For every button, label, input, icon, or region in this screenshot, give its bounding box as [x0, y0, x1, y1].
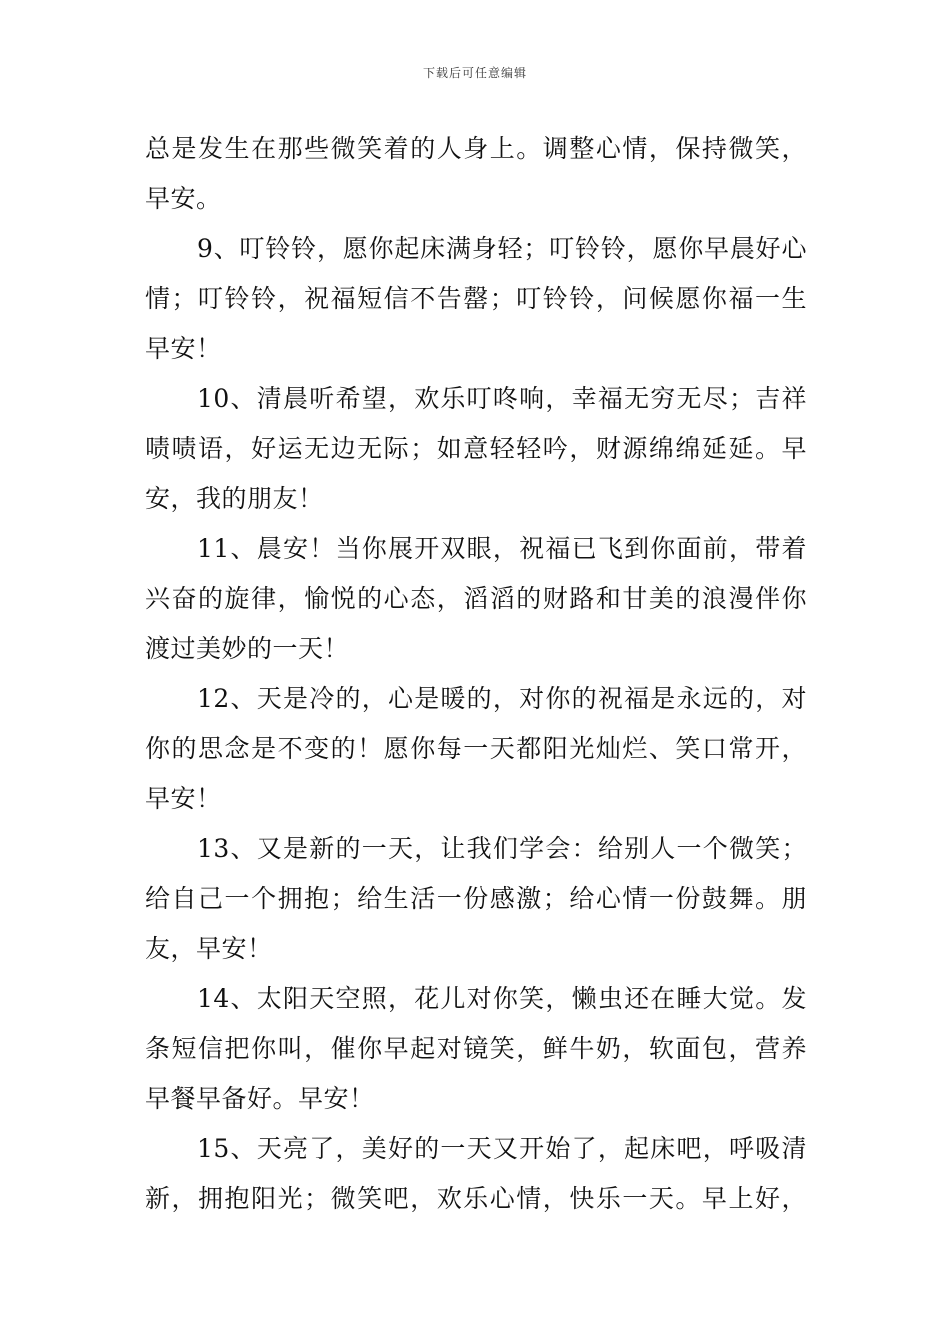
page-header-note: 下载后可任意编辑 [422, 66, 527, 80]
text-line: 新，拥抱阳光；微笑吧，欢乐心情，快乐一天。早上好， [145, 1184, 807, 1213]
text-line: 你的思念是不变的！愿你每一天都阳光灿烂、笑口常开， [145, 734, 807, 763]
text-line: 11、晨安！当你展开双眼，祝福已飞到你面前，带着 [197, 534, 807, 563]
text-line: 安，我的朋友！ [145, 484, 324, 513]
text-line: 给自己一个拥抱；给生活一份感激；给心情一份鼓舞。朋 [145, 884, 807, 913]
text-line: 啧啧语，好运无边无际；如意轻轻吟，财源绵绵延延。早 [145, 434, 807, 463]
text-line: 13、又是新的一天，让我们学会：给别人一个微笑； [197, 834, 807, 863]
text-line: 早餐早备好。早安！ [145, 1084, 375, 1113]
text-line: 早安！ [145, 784, 222, 813]
text-line: 早安。 [145, 184, 222, 213]
text-line: 9、叮铃铃，愿你起床满身轻；叮铃铃，愿你早晨好心 [197, 234, 807, 263]
text-line: 15、天亮了，美好的一天又开始了，起床吧，呼吸清 [197, 1134, 807, 1163]
document-body [145, 124, 807, 1224]
text-line: 14、太阳天空照，花儿对你笑，懒虫还在睡大觉。发 [197, 984, 807, 1013]
text-line: 兴奋的旋律，愉悦的心态，滔滔的财路和甘美的浪漫伴你 [145, 584, 807, 613]
text-line: 10、清晨听希望，欢乐叮咚响，幸福无穷无尽；吉祥 [197, 384, 807, 413]
text-line: 总是发生在那些微笑着的人身上。调整心情，保持微笑， [145, 134, 807, 163]
text-line: 条短信把你叫，催你早起对镜笑，鲜牛奶，软面包，营养 [145, 1034, 807, 1063]
text-line: 渡过美妙的一天！ [145, 634, 350, 663]
text-line: 早安！ [145, 334, 222, 363]
text-line: 情；叮铃铃，祝福短信不告罄；叮铃铃，问候愿你福一生 [145, 284, 807, 313]
text-line: 友，早安！ [145, 934, 273, 963]
text-line: 12、天是冷的，心是暖的，对你的祝福是永远的，对 [197, 684, 807, 713]
